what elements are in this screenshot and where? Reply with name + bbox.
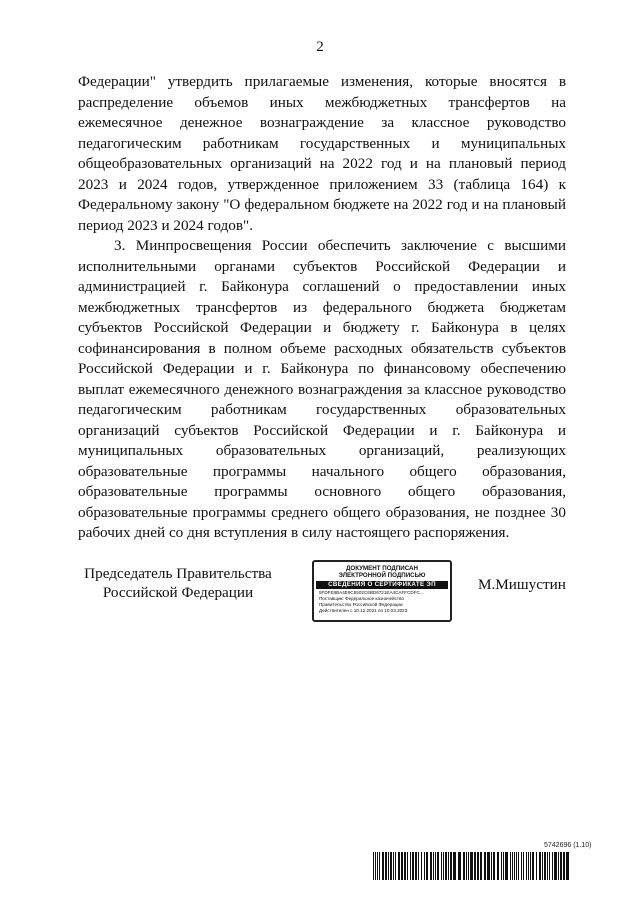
paragraph-continuation: Федерации" утвердить прилагаемые изменения, которые вносятся в распределение объемов иных межбюджетных трансфертов на ежемесячное денежное вознаграждение за классное руководство педагогическим работникам государственных и муниципальных общеобразовательных организаций на 2022 год и на плановый период 2023 и 2024 годов, утвержденное приложением 33 (таблица 164) к Федеральному закону "О федеральном бюджете на 2022 год и на плановый период 2023 и 2024 годов". bbox=[78, 73, 566, 234]
page-number: 2 bbox=[316, 39, 324, 55]
stamp-certificate-id: 5FDFE8BA4E9C5502C6BD6721EA4CAFFCDFC... bbox=[319, 590, 424, 595]
paragraph-item-3: 3. Минпросвещения России обеспечить заключение с высшими исполнительными органами субъектов Российской Федерации и администрацией г. Байконура соглашений о предоставлении иных межбюджетных трансфертов из федерального бюджета бюджетам субъектов Российской Федерации и бюджету г. Байконура в целях софинансирования в полном объеме расходных обязательств субъектов Российской Федерации и г. Байконура по финансовому обеспечению выплат ежемесячного денежного вознаграждения за классное руководство педагогическим работникам государственных образовательных организаций субъектов Российской Федерации и г. Байконура и муниципальных образовательных организаций, реализующих образовательные программы начального общего образования, образовательные программы основного общего образования, образовательные программы среднего общего образования, не позднее 30 рабочих дней со дня вступления в силу настоящего распоряжения. bbox=[78, 237, 566, 541]
stamp-issuer-line2: Правительство Российской Федерации bbox=[319, 602, 403, 607]
stamp-validity: Действителен с 10.12.2021 по 10.03.2023 bbox=[319, 608, 408, 613]
document-body bbox=[78, 72, 566, 544]
signer-title-line1: Председатель Правительства bbox=[84, 565, 272, 582]
stamp-heading-line2: ЭЛЕКТРОННОЙ ПОДПИСЬЮ bbox=[338, 572, 426, 579]
signer-name: М.Мишустин bbox=[478, 576, 566, 593]
stamp-issuer-line1: Поставщик: Федеральное казначейство bbox=[319, 596, 404, 601]
electronic-signature-stamp bbox=[312, 560, 452, 622]
document-code: 5742696 (1.10) bbox=[544, 842, 592, 849]
barcode-icon bbox=[373, 852, 569, 880]
stamp-heading-line1: ДОКУМЕНТ ПОДПИСАН bbox=[346, 565, 418, 572]
signer-title bbox=[78, 564, 278, 602]
signer-title-line2: Российской Федерации bbox=[102, 584, 254, 601]
stamp-certificate-band: СВЕДЕНИЯ О СЕРТИФИКАТЕ ЭП bbox=[316, 581, 448, 589]
signature-block bbox=[0, 560, 640, 630]
